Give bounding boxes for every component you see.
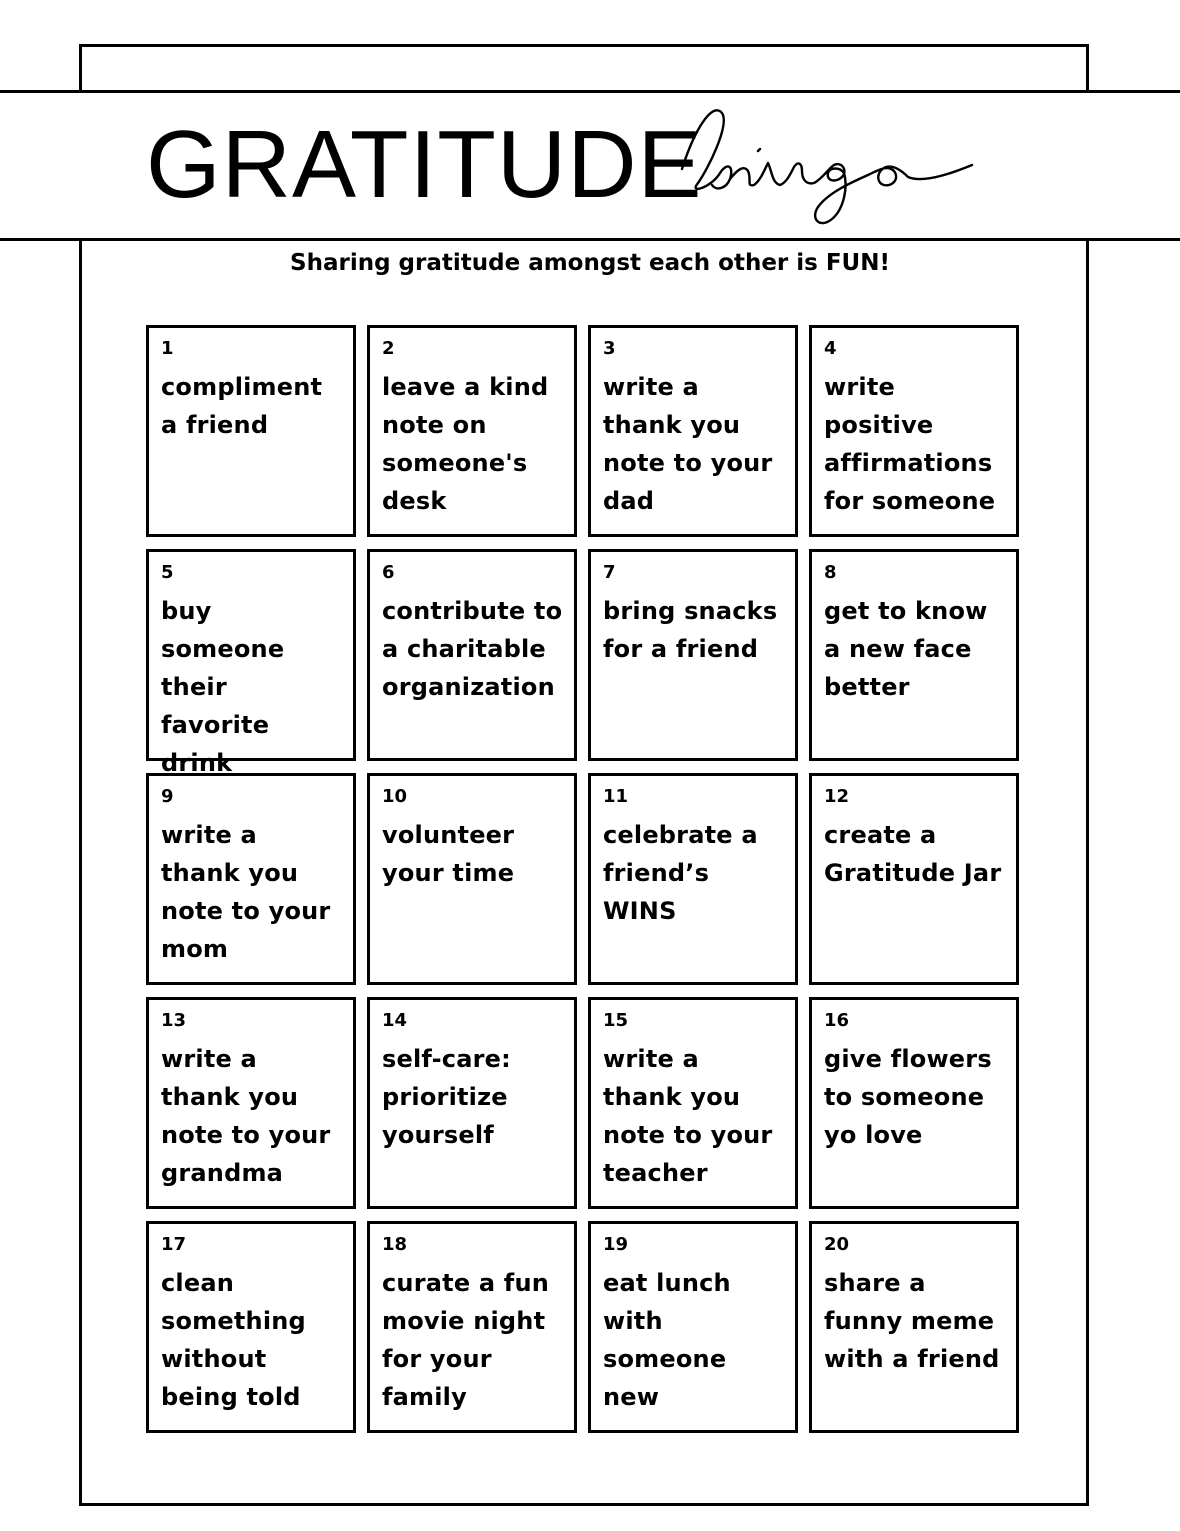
cell-text: eat lunch with someone new bbox=[603, 1269, 731, 1411]
cell-text: leave a kind note on someone's desk bbox=[382, 373, 549, 515]
cell-text: volunteer your time bbox=[382, 821, 515, 887]
cell-number: 13 bbox=[161, 1010, 187, 1031]
cell-number: 10 bbox=[382, 786, 408, 807]
cell-text: compliment a friend bbox=[161, 373, 323, 439]
bingo-cell[interactable] bbox=[588, 773, 798, 985]
cell-text: share a funny meme with a friend bbox=[824, 1269, 1000, 1373]
cell-text: get to know a new face better bbox=[824, 597, 988, 701]
script-title-text: bingo bbox=[672, 91, 675, 92]
cell-number: 15 bbox=[603, 1010, 629, 1031]
cell-text: self-care: prioritize yourself bbox=[382, 1045, 511, 1149]
cell-number: 16 bbox=[824, 1010, 850, 1031]
bingo-cell[interactable] bbox=[588, 325, 798, 537]
cell-text: create a Gratitude Jar bbox=[824, 821, 1002, 887]
cell-number: 18 bbox=[382, 1234, 408, 1255]
bingo-cell[interactable] bbox=[588, 997, 798, 1209]
script-title-bingo bbox=[672, 91, 1012, 241]
cell-text: give flowers to someone yo love bbox=[824, 1045, 992, 1149]
bingo-grid bbox=[146, 325, 1021, 1433]
bingo-cell[interactable] bbox=[367, 1221, 577, 1433]
cell-text: contribute to a charitable organization bbox=[382, 597, 563, 701]
cell-number: 4 bbox=[824, 338, 837, 359]
cell-text: write a thank you note to your teacher bbox=[603, 1045, 773, 1187]
cell-number: 6 bbox=[382, 562, 395, 583]
cell-text: celebrate a friend’s WINS bbox=[603, 821, 758, 925]
cell-text: curate a fun movie night for your family bbox=[382, 1269, 550, 1411]
cell-number: 1 bbox=[161, 338, 174, 359]
cell-number: 5 bbox=[161, 562, 174, 583]
cell-number: 14 bbox=[382, 1010, 408, 1031]
bingo-cell[interactable] bbox=[367, 325, 577, 537]
bingo-cell[interactable] bbox=[809, 997, 1019, 1209]
cell-text: write a thank you note to your dad bbox=[603, 373, 773, 515]
bingo-cell[interactable] bbox=[809, 773, 1019, 985]
bingo-cell[interactable] bbox=[367, 549, 577, 761]
bingo-cell[interactable] bbox=[146, 997, 356, 1209]
bingo-cell[interactable] bbox=[146, 325, 356, 537]
bingo-cell[interactable] bbox=[146, 773, 356, 985]
cell-number: 11 bbox=[603, 786, 629, 807]
bingo-cell[interactable] bbox=[809, 325, 1019, 537]
bingo-cell[interactable] bbox=[367, 997, 577, 1209]
bingo-cell[interactable] bbox=[809, 549, 1019, 761]
cell-text: buy someone their favorite drink bbox=[161, 597, 285, 777]
cell-number: 3 bbox=[603, 338, 616, 359]
bingo-cell[interactable] bbox=[146, 549, 356, 777]
page-subtitle: Sharing gratitude amongst each other is FUN! bbox=[290, 250, 890, 276]
cell-number: 17 bbox=[161, 1234, 187, 1255]
cell-number: 9 bbox=[161, 786, 174, 807]
bingo-cell[interactable] bbox=[588, 549, 798, 761]
cell-number: 12 bbox=[824, 786, 850, 807]
cell-text: write a thank you note to your mom bbox=[161, 821, 331, 963]
page-title: GRATITUDE bbox=[146, 111, 703, 218]
cell-text: write a thank you note to your grandma bbox=[161, 1045, 331, 1187]
title-banner bbox=[0, 90, 1180, 241]
cell-number: 19 bbox=[603, 1234, 629, 1255]
cell-text: clean something without being told bbox=[161, 1269, 306, 1411]
bingo-cell[interactable] bbox=[367, 773, 577, 985]
cell-number: 8 bbox=[824, 562, 837, 583]
cell-number: 20 bbox=[824, 1234, 850, 1255]
cell-text: write positive affirmations for someone bbox=[824, 373, 996, 515]
cell-text: bring snacks for a friend bbox=[603, 597, 778, 663]
cell-number: 2 bbox=[382, 338, 395, 359]
bingo-cell[interactable] bbox=[146, 1221, 356, 1433]
bingo-cell[interactable] bbox=[809, 1221, 1019, 1433]
cell-number: 7 bbox=[603, 562, 616, 583]
bingo-cell[interactable] bbox=[588, 1221, 798, 1433]
